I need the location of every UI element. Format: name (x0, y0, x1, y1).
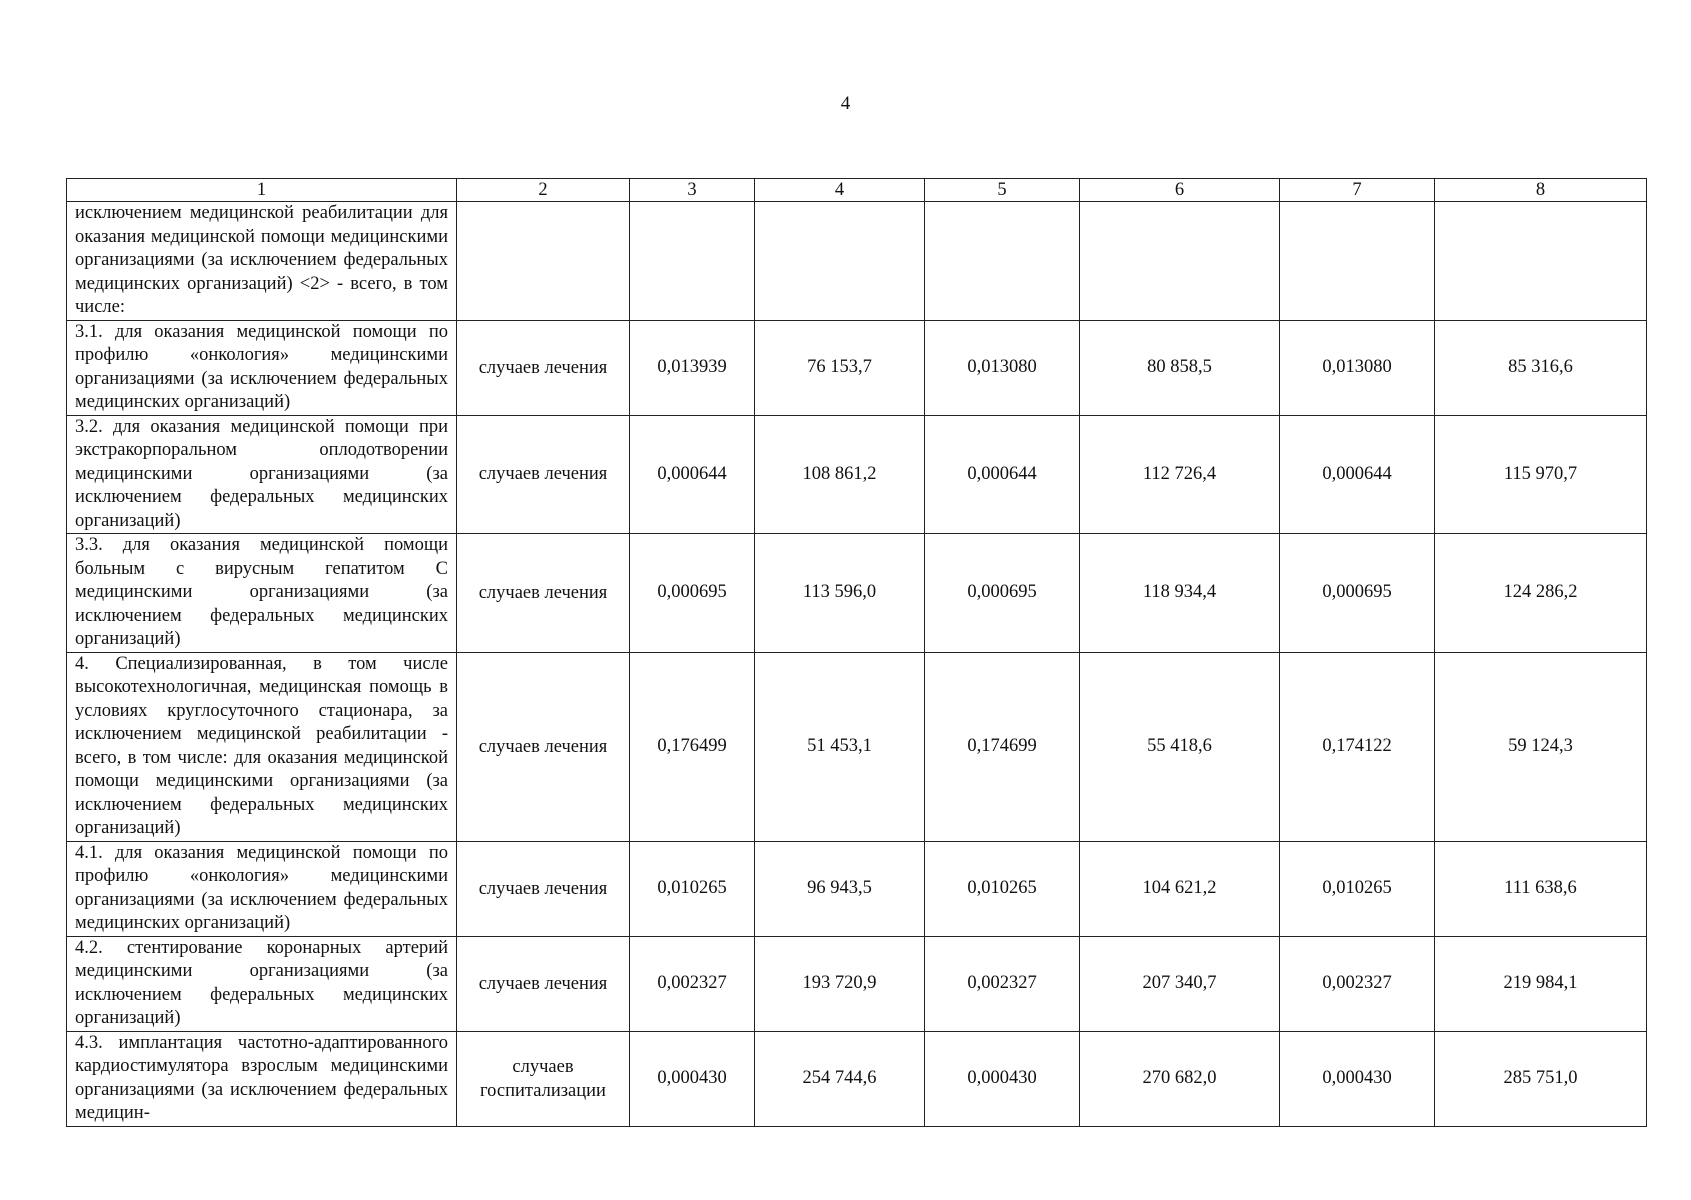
cell-value: 104 621,2 (1080, 841, 1280, 936)
cell-value: 0,176499 (630, 652, 755, 841)
cell-value: 112 726,4 (1080, 415, 1280, 534)
cell-value: 0,013080 (925, 320, 1080, 415)
cell-value: 270 682,0 (1080, 1031, 1280, 1126)
cell-value: 193 720,9 (755, 936, 925, 1031)
row-unit: случаев лечения (457, 534, 630, 653)
row-description: 4.1. для оказания медицинской помощи по профилю «онкология» медицинскими организациями (за исключением федеральных медицинских организаций) (67, 841, 457, 936)
table-row (67, 534, 1647, 653)
cell-value: 124 286,2 (1435, 534, 1647, 653)
table-row (67, 1031, 1647, 1126)
cell-value (925, 202, 1080, 321)
row-unit: случаев лечения (457, 415, 630, 534)
cell-value: 0,000695 (1280, 534, 1435, 653)
cell-value (630, 202, 755, 321)
cell-value: 0,174122 (1280, 652, 1435, 841)
cell-value: 51 453,1 (755, 652, 925, 841)
cell-value: 0,002327 (1280, 936, 1435, 1031)
table-row (67, 841, 1647, 936)
cell-value: 0,174699 (925, 652, 1080, 841)
cell-value: 118 934,4 (1080, 534, 1280, 653)
page-number: 4 (840, 93, 851, 114)
cell-value: 219 984,1 (1435, 936, 1647, 1031)
cell-value: 76 153,7 (755, 320, 925, 415)
cell-value: 0,002327 (925, 936, 1080, 1031)
table-row (67, 202, 1647, 321)
cell-value: 0,000644 (630, 415, 755, 534)
cell-value: 113 596,0 (755, 534, 925, 653)
cell-value: 108 861,2 (755, 415, 925, 534)
medical-care-table (66, 178, 1647, 1127)
cell-value: 0,010265 (1280, 841, 1435, 936)
cell-value: 96 943,5 (755, 841, 925, 936)
row-description: 3.1. для оказания медицинской помощи по профилю «онкология» медицинскими организациями (за исключением федеральных медицинских организаций) (67, 320, 457, 415)
cell-value (1280, 202, 1435, 321)
cell-value: 0,010265 (925, 841, 1080, 936)
column-header: 4 (755, 179, 925, 202)
cell-value: 59 124,3 (1435, 652, 1647, 841)
row-description: 3.3. для оказания медицинской помощи больным с вирусным гепатитом С медицинскими организациями (за исключением федеральных медицинских организаций) (67, 534, 457, 653)
cell-value (755, 202, 925, 321)
column-header: 1 (67, 179, 457, 202)
cell-value: 0,000695 (925, 534, 1080, 653)
cell-value: 0,010265 (630, 841, 755, 936)
cell-value: 0,002327 (630, 936, 755, 1031)
column-header: 6 (1080, 179, 1280, 202)
cell-value: 0,000430 (630, 1031, 755, 1126)
column-header: 5 (925, 179, 1080, 202)
row-description: 4.2. стентирование коронарных артерий медицинскими организациями (за исключением федеральных медицинских организаций) (67, 936, 457, 1031)
column-header: 2 (457, 179, 630, 202)
row-unit: случаев лечения (457, 841, 630, 936)
cell-value: 80 858,5 (1080, 320, 1280, 415)
cell-value: 285 751,0 (1435, 1031, 1647, 1126)
cell-value: 0,000644 (925, 415, 1080, 534)
row-description: 4. Специализированная, в том числе высокотехнологичная, медицинская помощь в условиях круглосуточного стационара, за исключением медицинской реабилитации - всего, в том числе: для оказания медицинской помощи медицинскими организациями (за исключением федеральных медицинских организаций) (67, 652, 457, 841)
cell-value: 0,000644 (1280, 415, 1435, 534)
cell-value: 0,013080 (1280, 320, 1435, 415)
row-unit: случаев госпитализации (457, 1031, 630, 1126)
column-number-row (67, 179, 1647, 202)
row-unit: случаев лечения (457, 320, 630, 415)
cell-value (1080, 202, 1280, 321)
cell-value: 0,000695 (630, 534, 755, 653)
column-header: 7 (1280, 179, 1435, 202)
row-unit: случаев лечения (457, 936, 630, 1031)
row-description: 4.3. имплантация частотно-адаптированного кардиостимулятора взрослым медицинскими организациями (за исключением федеральных медицин- (67, 1031, 457, 1126)
cell-value: 85 316,6 (1435, 320, 1647, 415)
table-row (67, 652, 1647, 841)
cell-value: 254 744,6 (755, 1031, 925, 1126)
table-row (67, 415, 1647, 534)
cell-value: 55 418,6 (1080, 652, 1280, 841)
row-description: исключением медицинской реабилитации для оказания медицинской помощи медицинскими организациями (за исключением федеральных медицинских организаций) <2> - всего, в том числе: (67, 202, 457, 321)
table-row (67, 936, 1647, 1031)
table-row (67, 320, 1647, 415)
row-unit: случаев лечения (457, 652, 630, 841)
cell-value (1435, 202, 1647, 321)
row-unit (457, 202, 630, 321)
cell-value: 111 638,6 (1435, 841, 1647, 936)
cell-value: 0,013939 (630, 320, 755, 415)
column-header: 3 (630, 179, 755, 202)
column-header: 8 (1435, 179, 1647, 202)
cell-value: 207 340,7 (1080, 936, 1280, 1031)
row-description: 3.2. для оказания медицинской помощи при экстракорпоральном оплодотворении медицинскими организациями (за исключением федеральных медицинских организаций) (67, 415, 457, 534)
cell-value: 0,000430 (925, 1031, 1080, 1126)
cell-value: 115 970,7 (1435, 415, 1647, 534)
cell-value: 0,000430 (1280, 1031, 1435, 1126)
